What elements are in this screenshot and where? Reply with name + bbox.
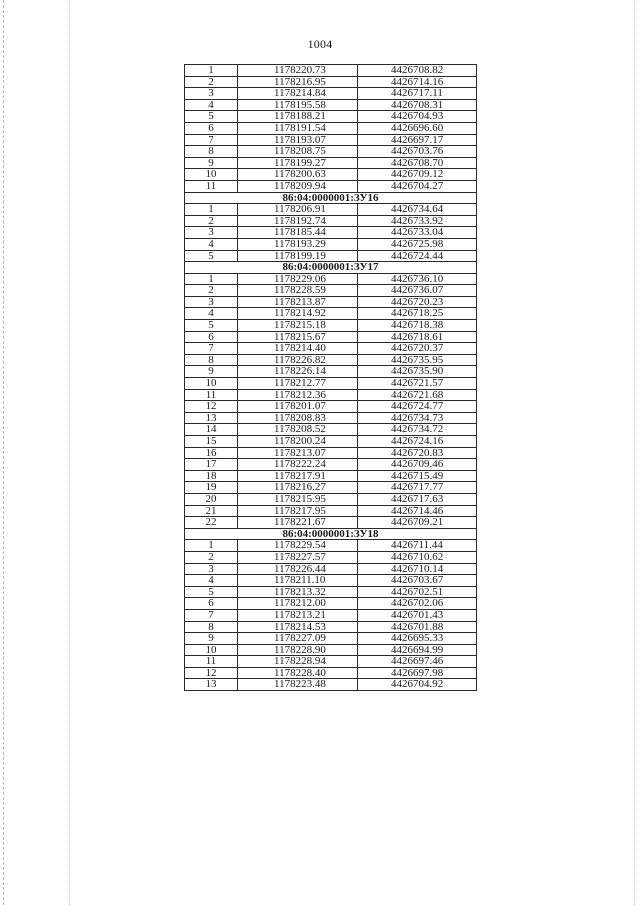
x-coordinate-cell: 1178211.10	[238, 575, 358, 587]
table-row	[185, 273, 477, 285]
parcel-cadastral-number: 86:04:0000001:ЗУ18	[185, 528, 477, 540]
x-coordinate-cell: 1178216.27	[238, 482, 358, 494]
y-coordinate-cell: 4426697.17	[358, 134, 477, 146]
table-row	[185, 169, 477, 181]
point-number-cell: 7	[185, 343, 238, 355]
point-number-cell: 7	[185, 134, 238, 146]
point-number-cell: 2	[185, 285, 238, 297]
table-row	[185, 470, 477, 482]
table-row	[185, 459, 477, 471]
point-number-cell: 4	[185, 99, 238, 111]
y-coordinate-cell: 4426711.44	[358, 540, 477, 552]
y-coordinate-cell: 4426710.62	[358, 551, 477, 563]
y-coordinate-cell: 4426701.88	[358, 621, 477, 633]
point-number-cell: 1	[185, 273, 238, 285]
x-coordinate-cell: 1178229.06	[238, 273, 358, 285]
x-coordinate-cell: 1178212.00	[238, 598, 358, 610]
point-number-cell: 16	[185, 447, 238, 459]
x-coordinate-cell: 1178226.14	[238, 366, 358, 378]
table-row	[185, 157, 477, 169]
table-row	[185, 296, 477, 308]
point-number-cell: 3	[185, 563, 238, 575]
coordinates-table	[184, 64, 477, 691]
y-coordinate-cell: 4426708.70	[358, 157, 477, 169]
y-coordinate-cell: 4426736.10	[358, 273, 477, 285]
y-coordinate-cell: 4426720.23	[358, 296, 477, 308]
y-coordinate-cell: 4426733.04	[358, 227, 477, 239]
x-coordinate-cell: 1178215.18	[238, 320, 358, 332]
x-coordinate-cell: 1178222.24	[238, 459, 358, 471]
x-coordinate-cell: 1178191.54	[238, 122, 358, 134]
y-coordinate-cell: 4426709.46	[358, 459, 477, 471]
y-coordinate-cell: 4426717.11	[358, 88, 477, 100]
x-coordinate-cell: 1178227.09	[238, 633, 358, 645]
point-number-cell: 10	[185, 378, 238, 390]
x-coordinate-cell: 1178228.94	[238, 656, 358, 668]
table-row	[185, 343, 477, 355]
x-coordinate-cell: 1178226.44	[238, 563, 358, 575]
x-coordinate-cell: 1178228.40	[238, 667, 358, 679]
x-coordinate-cell: 1178193.29	[238, 238, 358, 250]
point-number-cell: 14	[185, 424, 238, 436]
point-number-cell: 10	[185, 644, 238, 656]
y-coordinate-cell: 4426724.16	[358, 436, 477, 448]
table-row	[185, 679, 477, 691]
x-coordinate-cell: 1178226.82	[238, 354, 358, 366]
y-coordinate-cell: 4426715.49	[358, 470, 477, 482]
table-row	[185, 134, 477, 146]
table-row	[185, 88, 477, 100]
coordinates-table-body	[185, 65, 477, 691]
table-row	[185, 621, 477, 633]
y-coordinate-cell: 4426704.92	[358, 679, 477, 691]
point-number-cell: 13	[185, 412, 238, 424]
point-number-cell: 1	[185, 540, 238, 552]
point-number-cell: 6	[185, 331, 238, 343]
parcel-cadastral-number: 86:04:0000001:ЗУ17	[185, 262, 477, 274]
point-number-cell: 2	[185, 551, 238, 563]
x-coordinate-cell: 1178227.57	[238, 551, 358, 563]
point-number-cell: 21	[185, 505, 238, 517]
x-coordinate-cell: 1178212.77	[238, 378, 358, 390]
y-coordinate-cell: 4426718.25	[358, 308, 477, 320]
point-number-cell: 1	[185, 204, 238, 216]
table-row	[185, 551, 477, 563]
table-row	[185, 146, 477, 158]
table-row	[185, 354, 477, 366]
point-number-cell: 18	[185, 470, 238, 482]
point-number-cell: 12	[185, 401, 238, 413]
x-coordinate-cell: 1178200.24	[238, 436, 358, 448]
table-row	[185, 505, 477, 517]
y-coordinate-cell: 4426735.95	[358, 354, 477, 366]
x-coordinate-cell: 1178208.52	[238, 424, 358, 436]
scan-left-edge-line	[3, 0, 4, 905]
y-coordinate-cell: 4426702.51	[358, 586, 477, 598]
table-row	[185, 76, 477, 88]
x-coordinate-cell: 1178214.84	[238, 88, 358, 100]
point-number-cell: 4	[185, 238, 238, 250]
x-coordinate-cell: 1178213.07	[238, 447, 358, 459]
y-coordinate-cell: 4426709.21	[358, 517, 477, 529]
table-row	[185, 238, 477, 250]
x-coordinate-cell: 1178185.44	[238, 227, 358, 239]
x-coordinate-cell: 1178201.07	[238, 401, 358, 413]
table-row	[185, 447, 477, 459]
table-row	[185, 656, 477, 668]
parcel-cadastral-number: 86:04:0000001:ЗУ16	[185, 192, 477, 204]
y-coordinate-cell: 4426720.83	[358, 447, 477, 459]
point-number-cell: 4	[185, 575, 238, 587]
y-coordinate-cell: 4426721.68	[358, 389, 477, 401]
point-number-cell: 11	[185, 656, 238, 668]
point-number-cell: 9	[185, 157, 238, 169]
point-number-cell: 20	[185, 493, 238, 505]
table-row	[185, 563, 477, 575]
x-coordinate-cell: 1178223.48	[238, 679, 358, 691]
y-coordinate-cell: 4426721.57	[358, 378, 477, 390]
table-row	[185, 436, 477, 448]
point-number-cell: 5	[185, 320, 238, 332]
table-row	[185, 65, 477, 77]
table-row	[185, 122, 477, 134]
x-coordinate-cell: 1178228.59	[238, 285, 358, 297]
x-coordinate-cell: 1178193.07	[238, 134, 358, 146]
table-row	[185, 493, 477, 505]
x-coordinate-cell: 1178200.63	[238, 169, 358, 181]
x-coordinate-cell: 1178208.75	[238, 146, 358, 158]
page-number: 1004	[307, 37, 333, 51]
point-number-cell: 8	[185, 146, 238, 158]
y-coordinate-cell: 4426717.77	[358, 482, 477, 494]
y-coordinate-cell: 4426704.27	[358, 180, 477, 192]
point-number-cell: 9	[185, 366, 238, 378]
table-row	[185, 517, 477, 529]
table-row	[185, 99, 477, 111]
table-row	[185, 180, 477, 192]
x-coordinate-cell: 1178214.53	[238, 621, 358, 633]
x-coordinate-cell: 1178215.95	[238, 493, 358, 505]
x-coordinate-cell: 1178208.83	[238, 412, 358, 424]
point-number-cell: 6	[185, 122, 238, 134]
table-row	[185, 378, 477, 390]
table-row	[185, 320, 477, 332]
y-coordinate-cell: 4426702.06	[358, 598, 477, 610]
y-coordinate-cell: 4426734.64	[358, 204, 477, 216]
y-coordinate-cell: 4426724.44	[358, 250, 477, 262]
table-row	[185, 598, 477, 610]
y-coordinate-cell: 4426734.72	[358, 424, 477, 436]
x-coordinate-cell: 1178213.32	[238, 586, 358, 598]
x-coordinate-cell: 1178199.19	[238, 250, 358, 262]
x-coordinate-cell: 1178213.21	[238, 609, 358, 621]
x-coordinate-cell: 1178192.74	[238, 215, 358, 227]
point-number-cell: 12	[185, 667, 238, 679]
y-coordinate-cell: 4426718.61	[358, 331, 477, 343]
y-coordinate-cell: 4426724.77	[358, 401, 477, 413]
x-coordinate-cell: 1178199.27	[238, 157, 358, 169]
y-coordinate-cell: 4426710.14	[358, 563, 477, 575]
point-number-cell: 19	[185, 482, 238, 494]
point-number-cell: 5	[185, 586, 238, 598]
y-coordinate-cell: 4426703.67	[358, 575, 477, 587]
parcel-heading-row	[185, 192, 477, 204]
table-row	[185, 667, 477, 679]
point-number-cell: 2	[185, 76, 238, 88]
point-number-cell: 8	[185, 621, 238, 633]
y-coordinate-cell: 4426701.43	[358, 609, 477, 621]
scan-right-edge-line	[634, 0, 635, 905]
x-coordinate-cell: 1178229.54	[238, 540, 358, 552]
point-number-cell: 22	[185, 517, 238, 529]
point-number-cell: 11	[185, 180, 238, 192]
y-coordinate-cell: 4426704.93	[358, 111, 477, 123]
y-coordinate-cell: 4426709.12	[358, 169, 477, 181]
table-row	[185, 424, 477, 436]
parcel-heading-row	[185, 528, 477, 540]
y-coordinate-cell: 4426697.98	[358, 667, 477, 679]
x-coordinate-cell: 1178217.95	[238, 505, 358, 517]
point-number-cell: 2	[185, 215, 238, 227]
point-number-cell: 1	[185, 65, 238, 77]
y-coordinate-cell: 4426736.07	[358, 285, 477, 297]
table-row	[185, 215, 477, 227]
table-row	[185, 644, 477, 656]
table-row	[185, 366, 477, 378]
point-number-cell: 3	[185, 296, 238, 308]
table-row	[185, 285, 477, 297]
x-coordinate-cell: 1178216.95	[238, 76, 358, 88]
point-number-cell: 13	[185, 679, 238, 691]
table-row	[185, 308, 477, 320]
x-coordinate-cell: 1178209.94	[238, 180, 358, 192]
x-coordinate-cell: 1178214.40	[238, 343, 358, 355]
y-coordinate-cell: 4426720.37	[358, 343, 477, 355]
table-row	[185, 633, 477, 645]
x-coordinate-cell: 1178215.67	[238, 331, 358, 343]
y-coordinate-cell: 4426708.82	[358, 65, 477, 77]
point-number-cell: 17	[185, 459, 238, 471]
point-number-cell: 11	[185, 389, 238, 401]
table-row	[185, 389, 477, 401]
y-coordinate-cell: 4426697.46	[358, 656, 477, 668]
y-coordinate-cell: 4426714.46	[358, 505, 477, 517]
x-coordinate-cell: 1178213.87	[238, 296, 358, 308]
y-coordinate-cell: 4426696.60	[358, 122, 477, 134]
y-coordinate-cell: 4426708.31	[358, 99, 477, 111]
x-coordinate-cell: 1178188.21	[238, 111, 358, 123]
point-number-cell: 7	[185, 609, 238, 621]
table-row	[185, 331, 477, 343]
table-row	[185, 575, 477, 587]
table-row	[185, 609, 477, 621]
point-number-cell: 15	[185, 436, 238, 448]
point-number-cell: 9	[185, 633, 238, 645]
x-coordinate-cell: 1178206.91	[238, 204, 358, 216]
point-number-cell: 6	[185, 598, 238, 610]
x-coordinate-cell: 1178220.73	[238, 65, 358, 77]
point-number-cell: 10	[185, 169, 238, 181]
point-number-cell: 5	[185, 111, 238, 123]
table-row	[185, 482, 477, 494]
x-coordinate-cell: 1178217.91	[238, 470, 358, 482]
table-row	[185, 401, 477, 413]
point-number-cell: 3	[185, 227, 238, 239]
x-coordinate-cell: 1178195.58	[238, 99, 358, 111]
table-row	[185, 111, 477, 123]
y-coordinate-cell: 4426733.92	[358, 215, 477, 227]
table-row	[185, 586, 477, 598]
table-row	[185, 540, 477, 552]
y-coordinate-cell: 4426703.76	[358, 146, 477, 158]
table-row	[185, 250, 477, 262]
y-coordinate-cell: 4426718.38	[358, 320, 477, 332]
y-coordinate-cell: 4426717.63	[358, 493, 477, 505]
scan-binding-line	[69, 0, 70, 905]
table-row	[185, 227, 477, 239]
point-number-cell: 3	[185, 88, 238, 100]
y-coordinate-cell: 4426725.98	[358, 238, 477, 250]
x-coordinate-cell: 1178214.92	[238, 308, 358, 320]
y-coordinate-cell: 4426695.33	[358, 633, 477, 645]
y-coordinate-cell: 4426694.99	[358, 644, 477, 656]
y-coordinate-cell: 4426735.90	[358, 366, 477, 378]
table-row	[185, 204, 477, 216]
point-number-cell: 5	[185, 250, 238, 262]
y-coordinate-cell: 4426714.16	[358, 76, 477, 88]
x-coordinate-cell: 1178212.36	[238, 389, 358, 401]
x-coordinate-cell: 1178221.67	[238, 517, 358, 529]
y-coordinate-cell: 4426734.73	[358, 412, 477, 424]
parcel-heading-row	[185, 262, 477, 274]
x-coordinate-cell: 1178228.90	[238, 644, 358, 656]
table-row	[185, 412, 477, 424]
point-number-cell: 8	[185, 354, 238, 366]
point-number-cell: 4	[185, 308, 238, 320]
